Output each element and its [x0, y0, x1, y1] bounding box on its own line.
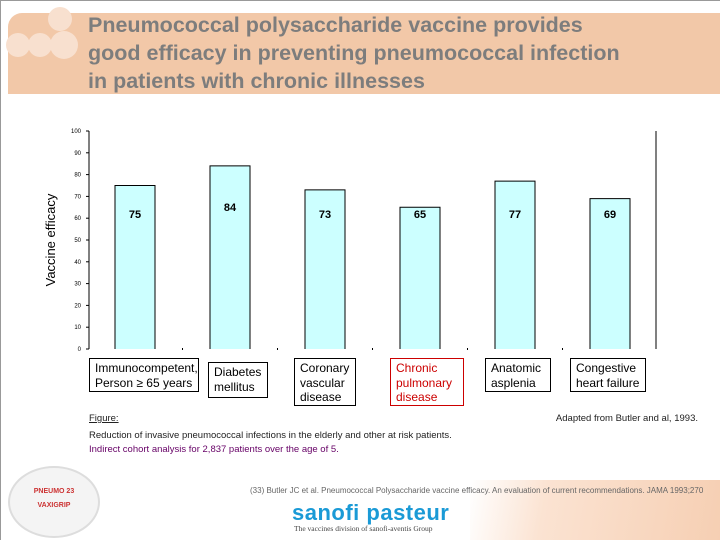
- figure-note: Indirect cohort analysis for 2,837 patients over the age of 5.: [89, 444, 339, 455]
- category-label: [390, 358, 464, 406]
- y-tick-label: 30: [74, 281, 81, 288]
- y-tick-label: 50: [74, 238, 81, 244]
- category-label-line: Congestive: [576, 361, 637, 375]
- data-label: 84: [223, 201, 237, 214]
- sanofi-pasteur-logo: sanofi pasteur: [292, 500, 450, 525]
- seal-brand-2: VAXIGRIP: [37, 502, 71, 509]
- bar: [495, 181, 535, 349]
- title-line: Pneumococcal polysaccharide vaccine provides: [88, 13, 583, 37]
- data-label: 73: [318, 209, 332, 222]
- y-tick-label: 10: [74, 325, 81, 332]
- category-label-line: Chronic: [396, 361, 438, 375]
- category-label-line: vascular: [300, 375, 345, 390]
- y-tick-label: 70: [74, 194, 81, 201]
- y-tick-label: 20: [74, 303, 81, 310]
- category-label-line: disease: [396, 390, 438, 404]
- category-label-line: Anatomic: [491, 361, 542, 375]
- product-seal-logo: [8, 466, 100, 538]
- data-label: 65: [413, 209, 427, 222]
- data-label: 69: [603, 209, 617, 222]
- figure-label: Figure:: [89, 413, 119, 424]
- category-label: [208, 362, 268, 398]
- y-tick-label: 80: [74, 172, 81, 179]
- category-label: [485, 358, 551, 392]
- bar: [210, 166, 250, 349]
- y-axis-label: Vaccine efficacy: [43, 193, 58, 287]
- category-label-line: disease: [300, 390, 342, 404]
- category-label-line: Person ≥ 65 years: [95, 375, 193, 390]
- title-line: good efficacy in preventing pneumococcal infection: [88, 41, 620, 65]
- figure-source: Adapted from Butler and al, 1993.: [555, 413, 698, 424]
- category-label-line: Coronary: [300, 361, 350, 375]
- y-tick-label: 100: [70, 129, 81, 135]
- logo-subtitle: The vaccines division of sanofi-aventis Group: [294, 524, 433, 533]
- category-label-line: asplenia: [491, 375, 536, 390]
- category-label-line: Immunocompetent,: [95, 361, 198, 375]
- y-tick-label: 60: [74, 216, 81, 223]
- y-tick-label: 0: [77, 347, 81, 353]
- category-label-line: pulmonary: [396, 375, 453, 390]
- bar: [400, 207, 440, 349]
- category-label: [89, 358, 199, 392]
- y-tick-label: 40: [74, 259, 81, 266]
- reference: (33) Butler JC et al. Pneumococcal Polysaccharide vaccine efficacy. An evaluation of current recommendations. JAMA 1993;270: [250, 486, 704, 495]
- seal-brand-1: PNEUMO 23: [33, 488, 75, 495]
- data-label: 77: [508, 209, 522, 222]
- title-line: in patients with chronic illnesses: [88, 69, 425, 93]
- category-label-line: Diabetes: [214, 365, 262, 379]
- data-label: 75: [128, 209, 142, 222]
- category-label: [294, 358, 356, 406]
- figure-caption: Reduction of invasive pneumococcal infections in the elderly and other at risk patients.: [89, 430, 452, 441]
- y-tick-label: 90: [74, 150, 81, 157]
- category-label-line: mellitus: [214, 379, 255, 394]
- category-label-line: heart failure: [576, 375, 640, 390]
- category-label: [570, 358, 646, 392]
